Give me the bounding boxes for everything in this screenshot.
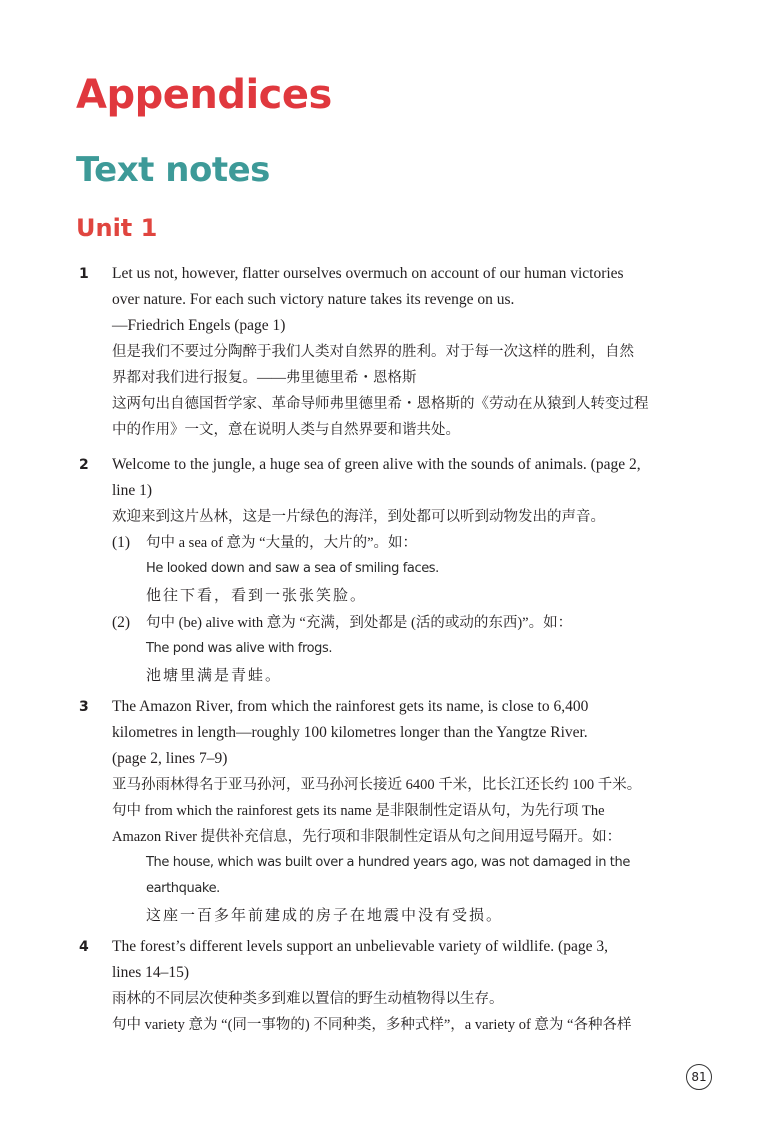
note-line: (page 2, lines 7–9) — [112, 750, 228, 767]
note-line: The Amazon River, from which the rainforest gets its name, is close to 6,400 — [112, 698, 589, 715]
note-4 — [76, 934, 656, 1038]
note-number: 1 — [79, 266, 89, 282]
note-number: 3 — [79, 699, 89, 715]
page-number: 81 — [686, 1064, 712, 1090]
example-zh: 他往下看，看到一张张笑脸。 — [146, 588, 368, 604]
note-line: 这两句出自德国哲学家、革命导师弗里德里希・恩格斯的《劳动在从猿到人转变过程 — [112, 396, 649, 412]
example-en: He looked down and saw a sea of smiling faces. — [146, 561, 439, 576]
subnote-label: (1) — [112, 534, 131, 551]
note-line: Amazon River 提供补充信息，先行项和非限制性定语从句之间用逗号隔开。如： — [112, 829, 622, 845]
note-line: 但是我们不要过分陶醉于我们人类对自然界的胜利。对于每一次这样的胜利，自然 — [112, 344, 634, 360]
page-title: Appendices — [76, 72, 332, 118]
note-line: 欢迎来到这片丛林，这是一片绿色的海洋，到处都可以听到动物发出的声音。 — [112, 509, 605, 525]
note-line: 中的作用》一文，意在说明人类与自然界要和谐共处。 — [112, 422, 460, 438]
note-3 — [76, 694, 656, 930]
note-line: kilometres in length—roughly 100 kilometres longer than the Yangtze River. — [112, 724, 588, 741]
note-number: 4 — [79, 939, 89, 955]
note-line: The forest’s different levels support an unbelievable variety of wildlife. (page 3, — [112, 938, 608, 955]
note-line: lines 14–15) — [112, 964, 190, 981]
note-2 — [76, 452, 656, 690]
note-line: —Friedrich Engels (page 1) — [112, 317, 286, 334]
section-title: Text notes — [76, 150, 270, 190]
note-line: line 1) — [112, 482, 153, 499]
example-zh: 池塘里满是青蛙。 — [146, 668, 283, 684]
subnote-1 — [112, 530, 656, 610]
example-en: The pond was alive with frogs. — [146, 641, 333, 656]
example-en: earthquake. — [146, 881, 220, 896]
note-1 — [76, 261, 656, 443]
subnote-text: 句中 a sea of 意为 “大量的，大片的”。如： — [146, 535, 418, 551]
note-line: 界都对我们进行报复。——弗里德里希・恩格斯 — [112, 370, 417, 386]
example-en: The house, which was built over a hundred years ago, was not damaged in the — [146, 855, 630, 870]
subnote-2 — [112, 610, 656, 690]
note-line: 雨林的不同层次使种类多到难以置信的野生动植物得以生存。 — [112, 991, 504, 1007]
note-line: Let us not, however, flatter ourselves overmuch on account of our human victories — [112, 265, 624, 282]
note-line: 亚马孙雨林得名于亚马孙河，亚马孙河长接近 6400 千米，比长江还长约 100 千米。 — [112, 777, 642, 793]
example-zh: 这座一百多年前建成的房子在地震中没有受损。 — [146, 908, 504, 924]
note-line: over nature. For each such victory nature takes its revenge on us. — [112, 291, 515, 308]
unit-title: Unit 1 — [76, 214, 158, 242]
note-line: Welcome to the jungle, a huge sea of green alive with the sounds of animals. (page 2, — [112, 456, 641, 473]
note-line: 句中 from which the rainforest gets its name 是非限制性定语从句，为先行项 The — [112, 803, 605, 819]
subnote-label: (2) — [112, 614, 131, 631]
subnote-text: 句中 (be) alive with 意为 “充满，到处都是 (活的或动的东西)”。如： — [146, 615, 573, 631]
note-line: 句中 variety 意为 “(同一事物的) 不同种类，多种式样”，a variety of 意为 “各种各样 — [112, 1017, 632, 1033]
note-number: 2 — [79, 457, 89, 473]
